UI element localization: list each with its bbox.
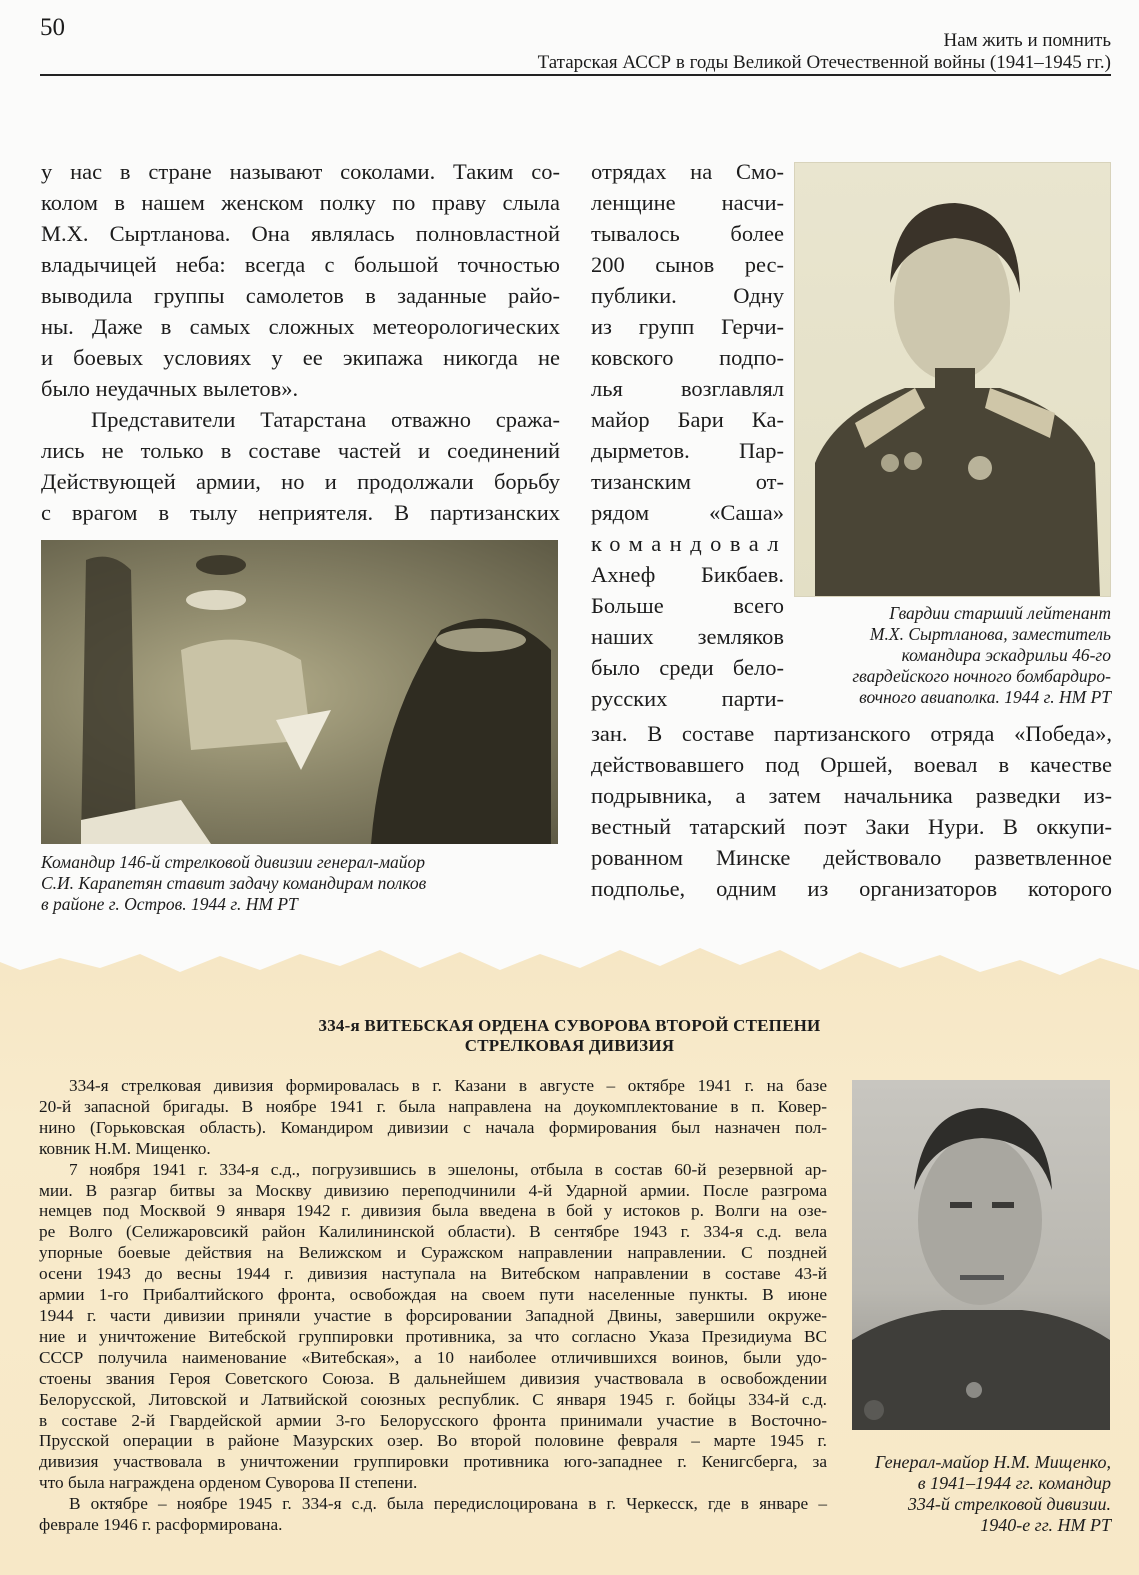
caption-line: гвардейского ночного бомбардиро- (852, 666, 1111, 686)
torn-edge (0, 930, 1139, 990)
text-line: В октябре – ноябре 1945 г. 334-я с.д. была передислоцирована в г. Черкесск, где в январе – (69, 1494, 827, 1514)
portrait-illustration (795, 163, 1110, 596)
caption-line: в 1941–1944 гг. командир (917, 1473, 1111, 1493)
text-line: ковник Н.М. Мищенко. (39, 1138, 211, 1158)
text-line: русских парти- (591, 686, 784, 711)
text-line: 200 сынов рес- (591, 252, 784, 277)
text-line: Ахнеф Бикбаев. (591, 562, 784, 587)
text-line: дырметов. Пар- (591, 438, 784, 463)
text-line: 7 ноября 1941 г. 334-я с.д., погрузившись в эшелоны, отбыла в состав 60-й резервной ар- (69, 1159, 827, 1179)
text-line: 20-й запасной бригады. В ноябре 1941 г. была направлена на доукомплектование в п. Ковер- (39, 1096, 827, 1116)
text-line: зан. В составе партизанского отряда «Победа», (591, 721, 1112, 746)
caption-line: 1940-е гг. НМ РТ (980, 1515, 1111, 1535)
text-line: мии. В разгар битвы за Москву дивизию переподчинили 4-й Ударной армии. После разгрома (39, 1180, 827, 1200)
series-title: Нам жить и помнить (943, 30, 1111, 51)
text-line: у нас в стране называют соколами. Таким со- (41, 159, 560, 184)
text-line: немцев под Москвой 9 января 1942 г. дивизия была введена в бой у истоков р. Волги на озе- (39, 1201, 827, 1221)
text-line: было неудачных вылетов». (41, 376, 299, 401)
page-number: 50 (40, 14, 65, 41)
text-line: тизанским от- (591, 469, 784, 494)
text-line: и боевых условиях у ее экипажа никогда не (41, 345, 560, 370)
caption-line: С.И. Карапетян ставит задачу командирам полков (41, 873, 427, 893)
text-line: тывалось более (591, 221, 784, 246)
text-line: рованном Минске действовало разветвленное (591, 845, 1112, 870)
text-line: с врагом в тылу неприятеля. В партизанских (41, 500, 560, 525)
photo-syrtlanova-portrait (795, 163, 1110, 596)
caption-karapetyan (41, 852, 541, 915)
text-line: ковского подпо- (591, 345, 784, 370)
text-line: М.Х. Сыртланова. Она являлась полновластной (41, 221, 560, 246)
text-line: упорные боевые действия на Велижском и Суражском направлении направлении. С поздней (39, 1243, 827, 1263)
text-line: майор Бари Ка- (591, 407, 784, 432)
text-line: Представители Татарстана отважно сража- (91, 407, 560, 432)
text-line: Действующей армии, но и продолжали борьбу (41, 469, 560, 494)
caption-line: Генерал-майор Н.М. Мищенко, (874, 1452, 1111, 1472)
text-line: ны. Даже в самых сложных метеорологических (41, 314, 560, 339)
text-line: было среди бело- (591, 655, 784, 680)
article-wide-column (591, 718, 1112, 904)
text-line: стоены звания Героя Советского Союза. В дальнейшем дивизия участвовала в освобождении (39, 1368, 827, 1388)
text-line: отрядах на Смо- (591, 159, 784, 184)
text-line: ленщине насчи- (591, 190, 784, 215)
text-line: Прусской операции в районе Мазурских озер. Во второй половине февраля – марте 1945 г. (39, 1431, 827, 1451)
photo-field-briefing (41, 540, 558, 844)
text-line: армии 1-го Прибалтийского фронта, освобождая на своем пути населенные пункты. В июне (39, 1285, 827, 1305)
article-left-column (41, 156, 560, 528)
text-line: осени 1943 до весны 1944 г. дивизия наступала на Витебском направлении в составе 43-й (39, 1264, 827, 1284)
caption-line: в районе г. Остров. 1944 г. НМ РТ (41, 894, 298, 914)
text-line: СССР получила наименование «Витебская», а 10 наиболее отличившихся воинов, были удо- (39, 1347, 827, 1367)
text-line: 334-я стрелковая дивизия формировалась в г. Казани в августе – октябре 1941 г. на базе (69, 1076, 827, 1095)
running-header (538, 30, 1111, 74)
header-rule (40, 74, 1111, 76)
caption-line: М.Х. Сыртланова, заместитель (869, 624, 1111, 644)
text-line: колом в нашем женском полку по праву слыла (41, 190, 560, 215)
text-line: дивизия участвовала в уничтожении группировки противника юго-западнее г. Кенигсберга, за (39, 1452, 827, 1472)
text-line: 1944 г. части дивизии приняли участие в форсировании Западной Двины, завершили окруже- (39, 1305, 827, 1325)
field-scene-illustration (41, 540, 558, 844)
text-line: подполье, одним из организаторов которого (591, 876, 1112, 901)
caption-line: вочного авиаполка. 1944 г. НМ РТ (859, 687, 1111, 707)
text-line: феврале 1946 г. расформирована. (39, 1515, 283, 1535)
book-title: Татарская АССР в годы Великой Отечественной войны (1941–1945 гг.) (537, 52, 1111, 73)
sidebar-body (39, 1076, 827, 1536)
text-line: наших земляков (591, 624, 784, 649)
sidebar-title (0, 1016, 1139, 1056)
text-line: в составе 2-й Гвардейской армии 3-го Белорусского фронта принимали участие в Восточно- (39, 1410, 827, 1430)
sidebar-title-line: СТРЕЛКОВАЯ ДИВИЗИЯ (464, 1036, 675, 1055)
text-line: выводила группы самолетов в заданные райо- (41, 283, 560, 308)
text-line: лья возглавлял (591, 376, 784, 401)
text-line: рядом «Саша» (591, 500, 784, 525)
text-line: ре Волго (Селижаровсикй район Калилининской области). В сентябре 1943 г. 334-я с.д. вела (39, 1222, 827, 1242)
caption-syrtlanova (781, 603, 1111, 708)
text-line: вестный татарский поэт Заки Нури. В оккупи- (591, 814, 1112, 839)
caption-mishchenko (821, 1452, 1111, 1536)
sidebar-title-line: 334-я ВИТЕБСКАЯ ОРДЕНА СУВОРОВА ВТОРОЙ СТЕПЕНИ (318, 1016, 821, 1035)
caption-line: 334-й стрелковой дивизии. (907, 1494, 1111, 1514)
text-line: командовал (591, 531, 788, 556)
article-middle-column (591, 156, 788, 714)
text-line: действовавшего под Оршей, воевал в качестве (591, 752, 1112, 777)
text-line: подрывника, а затем начальника разведки из- (591, 783, 1112, 808)
caption-line: командира эскадрильи 46-го (901, 645, 1111, 665)
text-line: публики. Одну (591, 283, 784, 308)
text-line: лись не только в составе частей и соединений (41, 438, 560, 463)
text-line: владычицей неба: всегда с большой точностью (41, 252, 560, 277)
text-line: нино (Горьковская область). Командиром дивизии с начала формирования был назначен пол- (39, 1117, 827, 1137)
text-line: ние и уничтожение Витебской группировки противника, за что согласно Указа Президиума ВС (39, 1326, 827, 1346)
text-line: что была награждена орденом Суворова II степени. (39, 1473, 418, 1493)
portrait-illustration (852, 1080, 1110, 1430)
text-line: Белорусской, Литовской и Латвийской союзных республик. С января 1945 г. бойцы 334-й с.д. (39, 1389, 827, 1409)
photo-mishchenko-portrait (852, 1080, 1110, 1430)
caption-line: Командир 146-й стрелковой дивизии генерал-майор (41, 852, 426, 872)
text-line: Больше всего (591, 593, 784, 618)
caption-line: Гвардии старший лейтенант (889, 603, 1111, 623)
text-line: из групп Герчи- (591, 314, 784, 339)
